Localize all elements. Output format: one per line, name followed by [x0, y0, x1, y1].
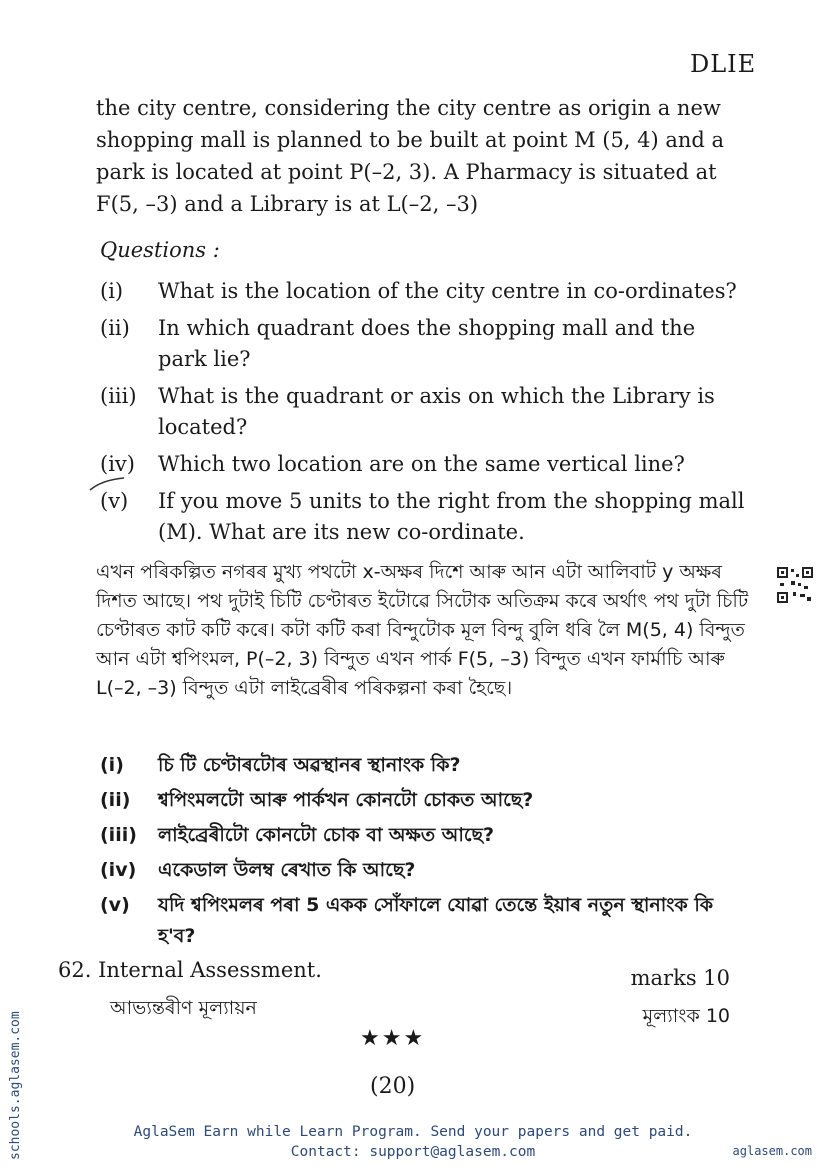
- pencil-mark-icon: [88, 474, 128, 494]
- item-62-marks-assamese: মূল্যাংক 10: [642, 1005, 730, 1027]
- question-number: (ii): [100, 316, 130, 340]
- question-number: (iii): [100, 824, 137, 846]
- item-62-label-assamese: আভ্যন্তৰীণ মূল্যায়ন: [110, 997, 257, 1019]
- paper-code: DLIE: [690, 50, 757, 78]
- question-number: (ii): [100, 789, 131, 811]
- question-number: (iii): [100, 384, 137, 408]
- footer-watermark-line2: Contact: support@aglasem.com: [290, 1144, 536, 1160]
- question-number: (v): [100, 489, 129, 513]
- question-number: (i): [100, 279, 124, 303]
- questions-heading: Questions :: [100, 238, 220, 262]
- question-text: চি টি চেণ্টাৰটোৰ অৱস্থানৰ স্থানাংক কি?: [158, 754, 461, 776]
- question-text: যদি শ্বপিংমলৰ পৰা 5 একক সোঁফালে যোৱা তেন্তে ইয়াৰ নতুন স্থানাংক কি হ'ব?: [158, 894, 714, 947]
- question-item: [100, 381, 750, 443]
- question-item: [100, 486, 750, 548]
- item-62-marks: marks 10: [630, 966, 730, 990]
- english-paragraph: the city centre, considering the city centre as origin a new shopping mall is planned to be built at point M (5, 4) and a park is located at point P(–2, 3). A Pharmacy is situated at F(5, –3) and a Library is at L(–2, –3): [96, 96, 725, 216]
- question-text: In which quadrant does the shopping mall and the park lie?: [158, 316, 696, 371]
- side-watermark: schools.aglasem.com: [8, 1011, 23, 1160]
- question-number: (i): [100, 754, 124, 776]
- question-text: What is the location of the city centre in co-ordinates?: [158, 279, 737, 303]
- item-62-label: 62. Internal Assessment.: [58, 958, 322, 982]
- footer-watermark-line1: AglaSem Earn while Learn Program. Send your papers and get paid.: [133, 1124, 693, 1140]
- question-text: একেডাল উলম্ব ৰেখাত কি আছে?: [158, 859, 416, 881]
- question-number: (iv): [100, 859, 137, 881]
- question-text: What is the quadrant or axis on which the Library is located?: [158, 384, 715, 439]
- question-item: [100, 890, 750, 952]
- question-number: (v): [100, 894, 130, 916]
- qr-code-icon: [776, 566, 814, 604]
- question-item: [100, 855, 750, 886]
- question-item: [100, 449, 750, 480]
- question-item: [100, 750, 750, 781]
- question-item: [100, 820, 750, 851]
- footer-site-link[interactable]: aglasem.com: [732, 1144, 812, 1158]
- question-item: [100, 276, 750, 307]
- question-item: [100, 785, 750, 816]
- question-text: Which two location are on the same vertical line?: [158, 452, 685, 476]
- question-text: শ্বপিংমলটো আৰু পাৰ্কখন কোনটো চোকত আছে?: [158, 789, 534, 811]
- end-stars: ★★★: [360, 1026, 426, 1051]
- question-number: (iv): [100, 452, 135, 476]
- questions-list-english: [100, 276, 750, 554]
- question-item: [100, 313, 750, 375]
- question-text: If you move 5 units to the right from the shopping mall (M). What are its new co-ordinate.: [158, 489, 745, 544]
- page-number: (20): [370, 1074, 416, 1099]
- questions-list-assamese: [100, 750, 750, 956]
- assamese-paragraph: এখন পৰিকল্পিত নগৰৰ মুখ্য পথটো x-অক্ষৰ দিশে আৰু আন এটা আলিবাট y অক্ষৰ দিশত আছে। পথ দুটাই চিটি চেণ্টাৰত ইটোৱে সিটোক অতিক্ৰম কৰে অৰ্থাৎ পথ দুটা চিটি চেণ্টাৰত কাট কটি কৰে। কটা কটি কৰা বিন্দুটোক মূল বিন্দু বুলি ধৰি লৈ M(5, 4) বিন্দুত আন এটা শ্বপিংমল, P(–2, 3) বিন্দুত এখন পাৰ্ক F(5, –3) বিন্দুত এখন ফাৰ্মাচি আৰু L(–2, –3) বিন্দুত এটা লাইব্ৰেৰীৰ পৰিকল্পনা কৰা হৈছে।: [96, 561, 749, 699]
- question-text: লাইব্ৰেৰীটো কোনটো চোক বা অক্ষত আছে?: [158, 824, 495, 846]
